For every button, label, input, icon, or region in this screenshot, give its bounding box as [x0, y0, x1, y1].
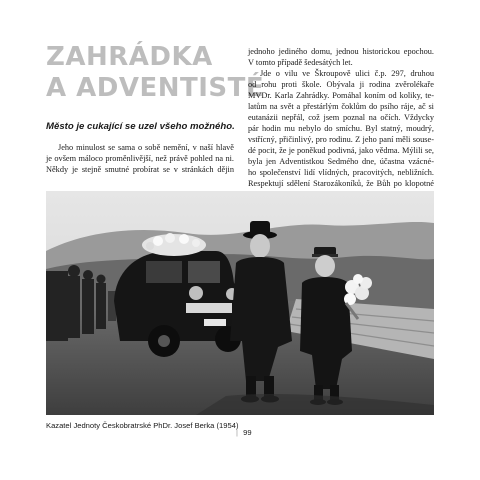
text-line: od rohu proti škole. Obývala ji rodina zvěrolékaře — [248, 80, 434, 89]
text-line: jednoho jediného domu, jednou historickou epochou. — [248, 47, 434, 56]
text-line: eutanázii nepřál, což jsem poznal na očích. Vždycky — [248, 113, 434, 122]
text-line: Někdy je stejně smutné probírat se v stránkách dějin — [46, 165, 234, 174]
text-line: Jeho minulost se sama o sobě nemění, v naší hlavě — [58, 143, 234, 152]
text-line: dé pocit, že je poněkud podivná, jako vědma. Mýlili se, — [248, 146, 434, 155]
funeral-photo — [46, 191, 434, 415]
left-text-column — [46, 142, 234, 175]
text-line: vstřícný, přičinlivý, pro rodinu. Z jeho paní měli souse- — [248, 135, 434, 144]
page-number-separator: | — [236, 428, 238, 437]
text-line: ho společenství lidí vlídných, pracovitých, nebližních. — [248, 168, 434, 177]
page-number — [236, 428, 252, 438]
text-line: latům na svět a přestárlým čoklům do psího ráje, ač si — [248, 102, 434, 111]
article-title-line-2: A ADVENTISTÉ — [46, 73, 265, 103]
text-line: byla jen Adventistkou Sedmého dne, účastna vzácné- — [248, 157, 434, 166]
photo-caption: Kazatel Jednoty Českobratrské PhDr. Josef Berka (1954) — [46, 421, 239, 430]
article-title — [46, 42, 265, 104]
page-number-value: 99 — [243, 428, 252, 437]
right-text-column — [248, 46, 434, 189]
article-subtitle: Město je cukající se uzel všeho možného. — [46, 121, 235, 132]
text-line: MVDr. Karla Zahrádky. Pomáhal koním od koliky, te- — [248, 91, 434, 100]
text-line: pár hodin mu nebylo do smíchu. Byl statný, moudrý, — [248, 124, 434, 133]
text-line: V tomto případě šedesátých let. — [248, 58, 353, 67]
article-title-line-1: ZAHRÁDKA — [46, 42, 213, 72]
text-line: Jde o vilu ve Škroupově ulici č.p. 297, druhou — [260, 69, 434, 78]
text-line: Respektují sdělení Starozákoníků, že Bůh po klopotné — [248, 179, 434, 188]
text-line: je ovšem máloco proměnlivější, než právě pohled na ni. — [46, 154, 234, 163]
